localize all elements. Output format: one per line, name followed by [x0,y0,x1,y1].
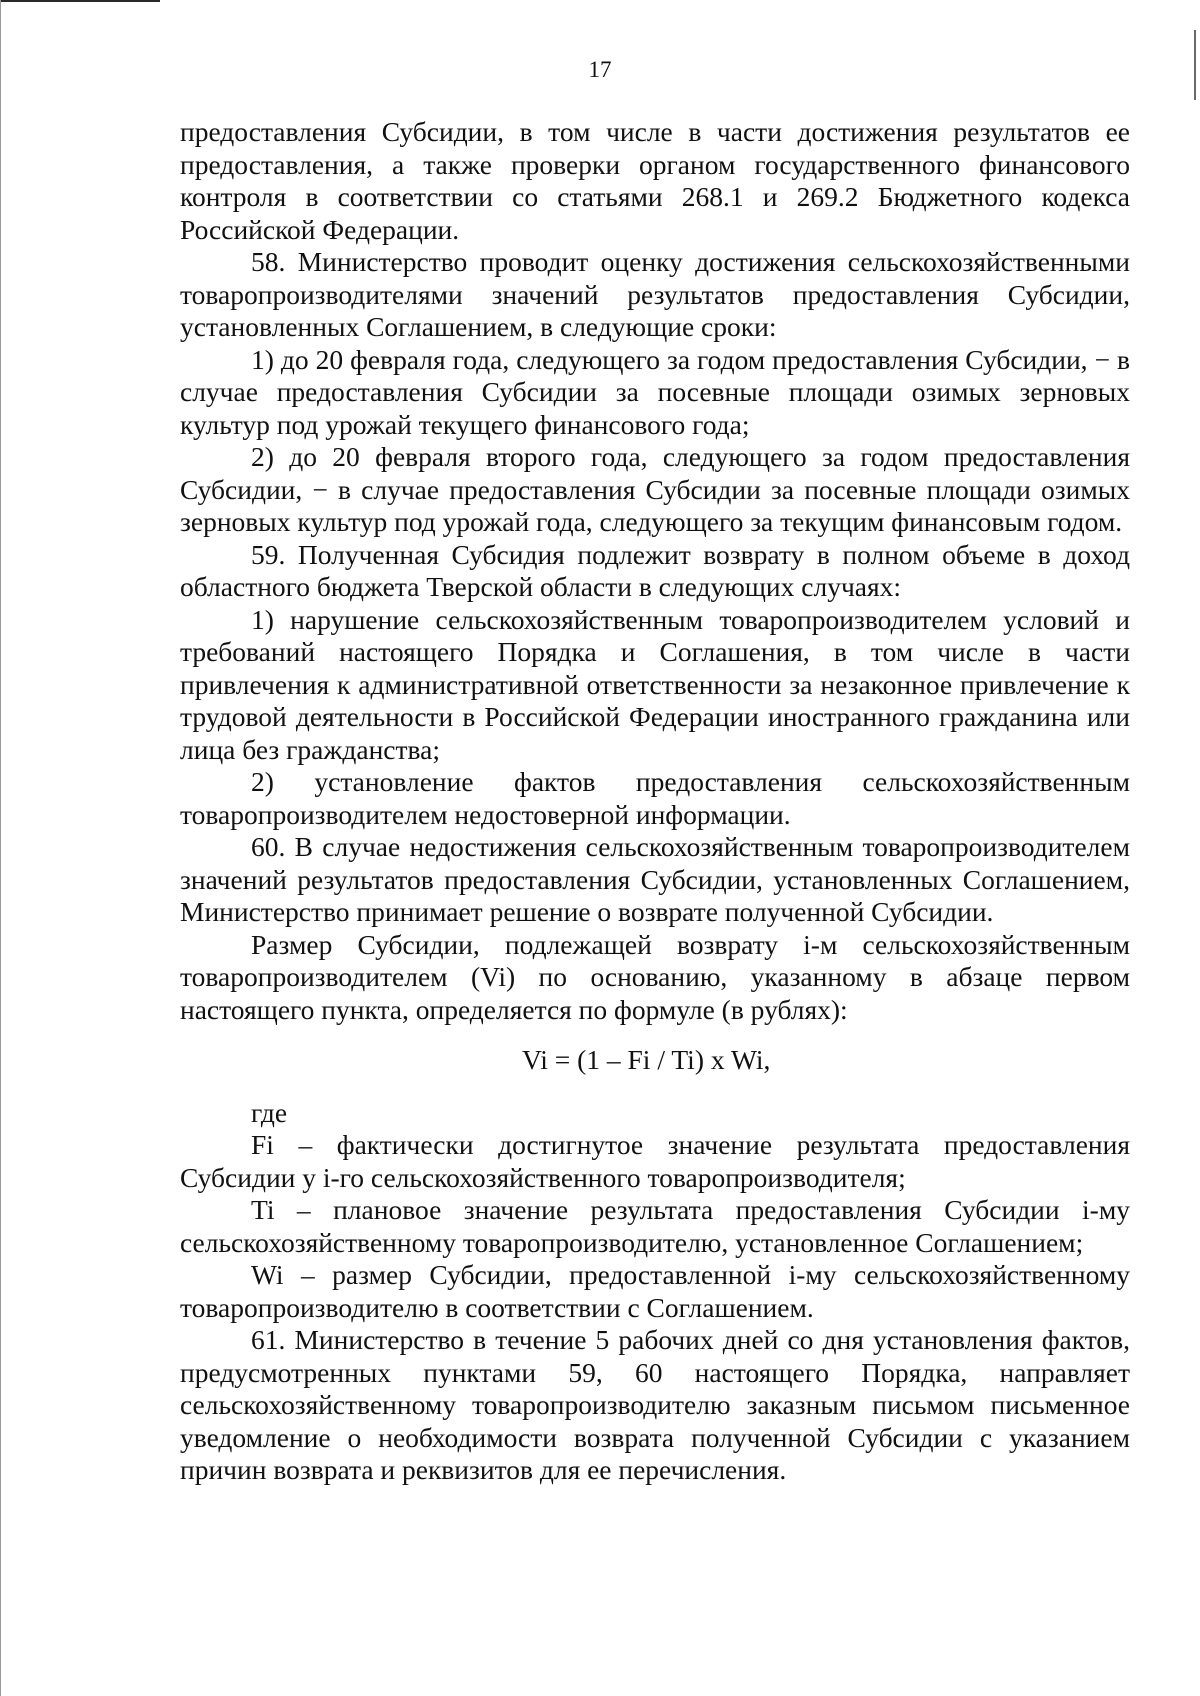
paragraph-58-item-1: 1) до 20 февраля года, следующего за годом предоставления Субсидии, − в случае предоставления Субсидии за посевные площади озимых зерновых культур под урожай текущего финансового года; [180,343,1130,440]
paragraph-59: 59. Полученная Субсидия подлежит возврату в полном объеме в доход областного бюджета Тверской области в следующих случаях: [180,538,1130,602]
scan-edge-top [0,0,160,2]
paragraph-59-item-2: 2) установление фактов предоставления сельскохозяйственным товаропроизводителем недостоверной информации. [180,766,1130,830]
paragraph-58-item-2: 2) до 20 февраля второго года, следующего за годом предоставления Субсидии, − в случае предоставления Субсидии за посевные площади озимых зерновых культур под урожай года, следующего за текущим финансовым годом. [180,441,1130,537]
paragraph-continuation: предоставления Субсидии, в том числе в части достижения результатов ее предоставления, а также проверки органом государственного финансового контроля в соответствии со статьями 268.1 и 269.2 Бюджетного кодекса Российской Федерации. [180,116,1130,245]
where-label: где [251,1096,288,1128]
definition-wi: Wi – размер Субсидии, предоставленной i-му сельскохозяйственному товаропроизводителю в соответствии с Соглашением. [180,1259,1130,1323]
paragraph-59-item-1: 1) нарушение сельскохозяйственным товаропроизводителем условий и требований настоящего Порядка и Соглашения, в том числе в части привлечения к административной ответственности за незаконное привлечение к трудовой деятельности в Российской Федерации иностранного гражданина или лица без гражданства; [180,603,1130,765]
document-body [180,116,1130,1487]
definition-ti: Ti – плановое значение результата предоставления Субсидии i-му сельскохозяйственному товаропроизводителю, установленное Соглашением; [180,1194,1130,1258]
paragraph-60-formula-intro: Размер Субсидии, подлежащей возврату i-м сельскохозяйственным товаропроизводителем (Vi) по основанию, указанному в абзаце первом настоящего пункта, определяется по формуле (в рублях): [180,928,1130,1025]
scan-edge-left [0,0,1,1696]
definition-fi: Fi – фактически достигнутое значение результата предоставления Субсидии у i-го сельскохозяйственного товаропроизводителя; [180,1129,1130,1193]
paragraph-60: 60. В случае недостижения сельскохозяйственным товаропроизводителем значений результатов предоставления Субсидии, установленных Соглашением, Министерство принимает решение о возврате полученной Субсидии. [180,831,1130,927]
formula: Vi = (1 – Fi / Ti) x Wi, [522,1044,771,1075]
paragraph-58: 58. Министерство проводит оценку достижения сельскохозяйственными товаропроизводителями значений результатов предоставления Субсидии, установленных Соглашением, в следующие сроки: [180,246,1130,342]
paragraph-61: 61. Министерство в течение 5 рабочих дней со дня установления фактов, предусмотренных пунктами 59, 60 настоящего Порядка, направляет сельскохозяйственному товаропроизводителю заказным письмом письменное уведомление о необходимости возврата полученной Субсидии с указанием причин возврата и реквизитов для ее перечисления. [180,1324,1130,1485]
page-number: 17 [588,57,612,82]
